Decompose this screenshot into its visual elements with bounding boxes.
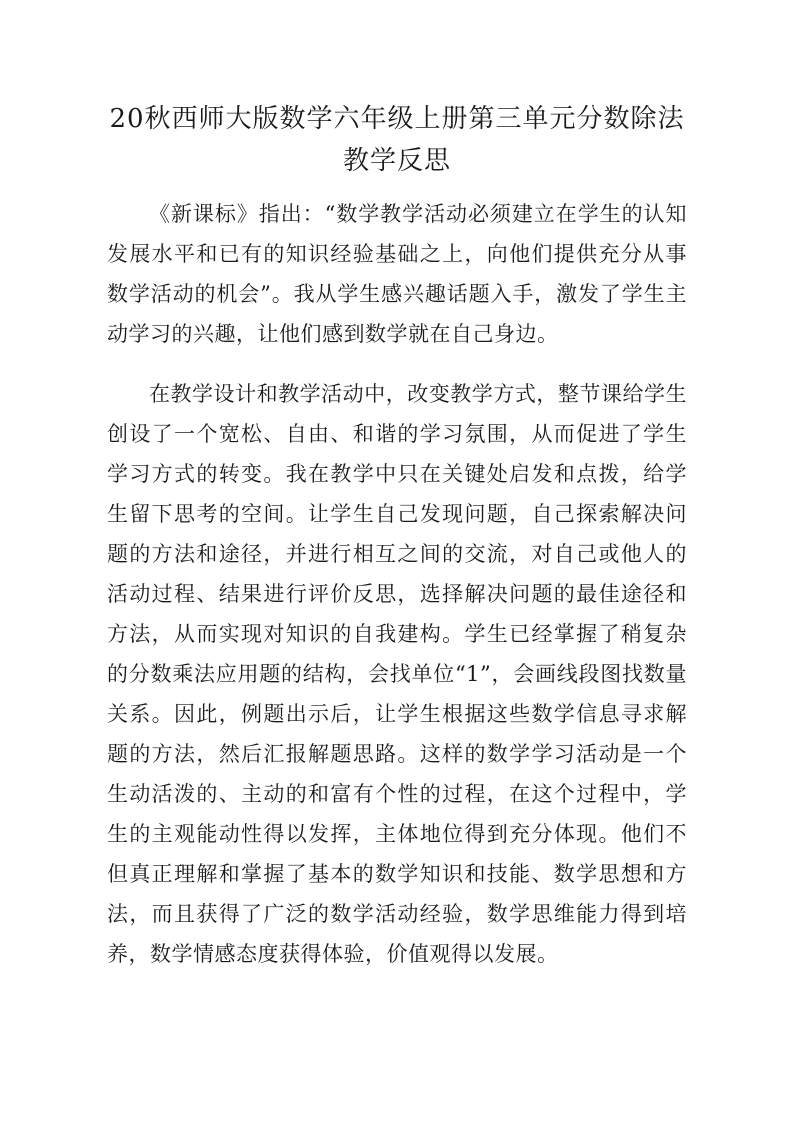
document-title: 20秋西师大版数学六年级上册第三单元分数除法教学反思: [109, 104, 685, 176]
paragraph-intro: 《新课标》指出：“数学教学活动必须建立在学生的认知发展水平和已有的知识经验基础之上，向他们提供充分从事数学活动的机会”。我从学生感兴趣话题入手，激发了学生主动学习的兴趣，让他们感到数学就在自己身边。: [107, 202, 687, 346]
paragraph-teaching-reflection: 在教学设计和教学活动中，改变教学方式，整节课给学生创设了一个宽松、自由、和谐的学习氛围，从而促进了学生学习方式的转变。我在教学中只在关键处启发和点拨，给学生留下思考的空间。让学生自己发现问题，自己探索解决问题的方法和途径，并进行相互之间的交流，对自己或他人的活动过程、结果进行评价反思，选择解决问题的最佳途径和方法，从而实现对知识的自我建构。学生已经掌握了稍复杂的分数乘法应用题的结构，会找单位“1”，会画线段图找数量关系。因此，例题出示后，让学生根据这些数学信息寻求解题的方法，然后汇报解题思路。这样的数学学习活动是一个生动活泼的、主动的和富有个性的过程，在这个过程中，学生的主观能动性得以发挥，主体地位得到充分体现。他们不但真正理解和掌握了基本的数学知识和技能、数学思想和方法，而且获得了广泛的数学活动经验，数学思维能力得到培养，数学情感态度获得体验，价值观得以发展。: [107, 382, 687, 966]
